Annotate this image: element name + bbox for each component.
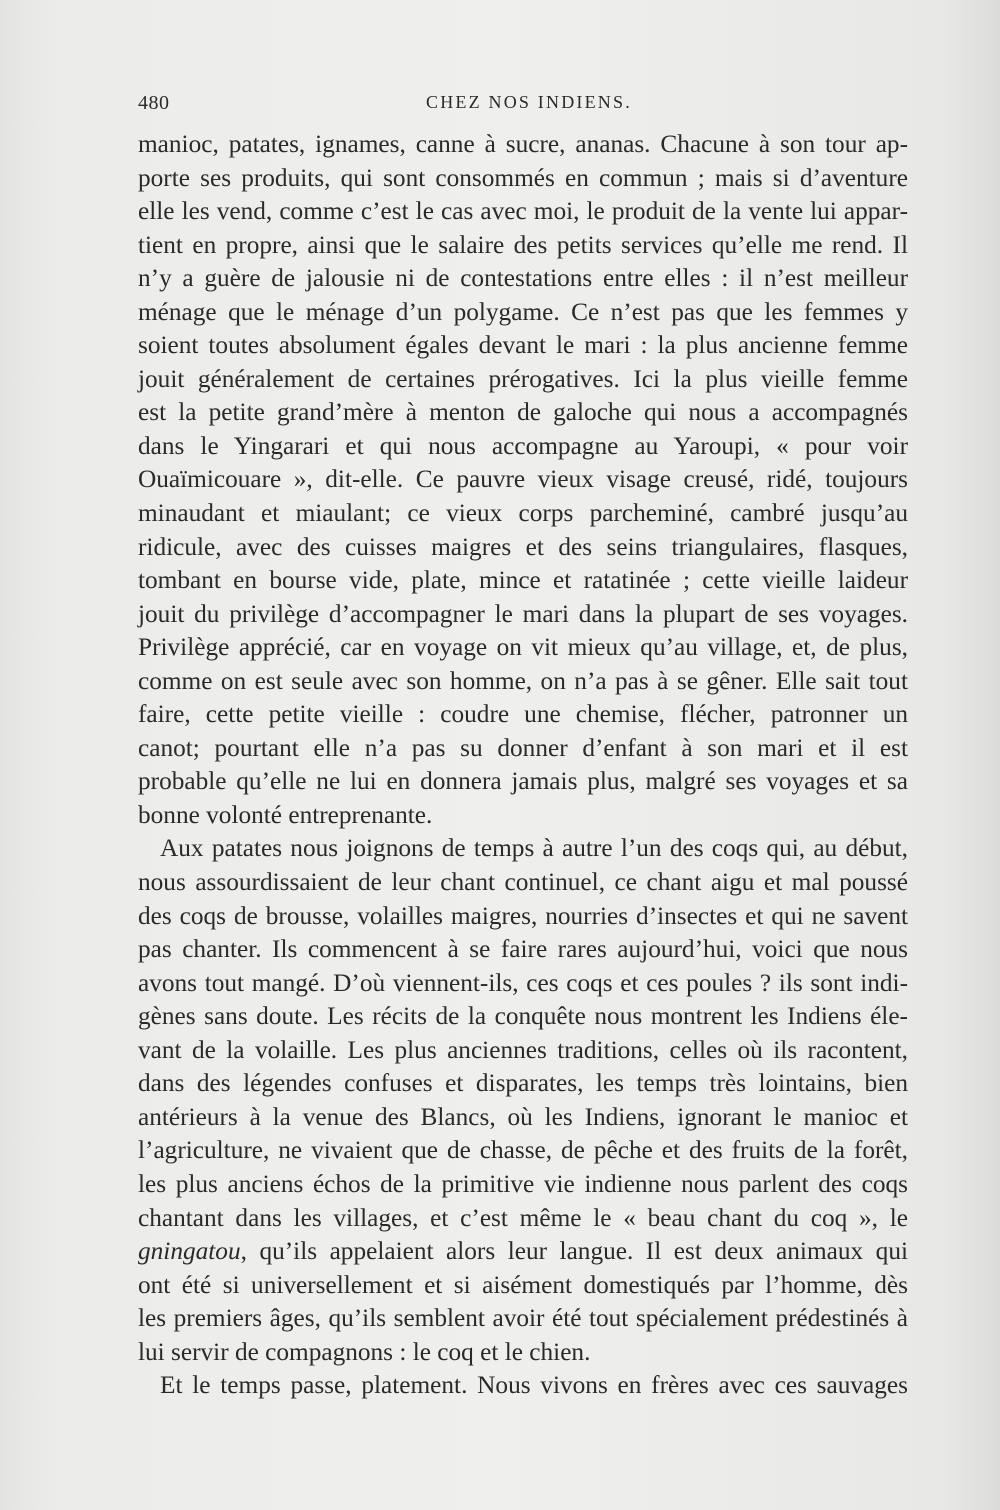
text-line: pas chanter. Ils commencent à se faire rares aujourd’hui, voici que nous: [138, 935, 908, 964]
text-line: jouit généralement de certaines prérogatives. Ici la plus vieille femme: [138, 364, 908, 393]
text-line: tombant en bourse vide, plate, mince et ratatinée ; cette vieille laideur: [138, 566, 908, 595]
text-line: canot; pourtant elle n’a pas su donner d’enfant à son mari et il est: [138, 733, 908, 762]
text-line: Privilège apprécié, car en voyage on vit mieux qu’au village, et, de plus,: [138, 633, 908, 662]
paragraph-2: [138, 832, 908, 1369]
text-line: nous assourdissaient de leur chant continuel, ce chant aigu et mal poussé: [138, 868, 908, 897]
text-line: les premiers âges, qu’ils semblent avoir été tout spécialement prédestinés à: [138, 1304, 908, 1333]
text-line: les plus anciens échos de la primitive vie indienne nous parlent des coqs: [138, 1169, 908, 1198]
text-line: porte ses produits, qui sont consommés en commun ; mais si d’aventure: [138, 163, 908, 192]
text-line: l’agriculture, ne vivaient que de chasse, de pêche et des fruits de la forêt,: [138, 1136, 908, 1165]
text-line: ridicule, avec des cuisses maigres et des seins triangulaires, flasques,: [138, 532, 908, 561]
text-line: jouit du privilège d’accompagner le mari dans la plupart de ses voyages.: [138, 599, 908, 628]
text-line: ménage que le ménage d’un polygame. Ce n’est pas que les femmes y: [138, 297, 908, 326]
body-text: [138, 128, 908, 1403]
text-line: Aux patates nous joignons de temps à autre l’un des coqs qui, au début,: [160, 834, 908, 863]
text-line: bonne volonté entreprenante.: [138, 800, 433, 829]
text-line: des coqs de brousse, volailles maigres, nourries d’insectes et qui ne savent: [138, 901, 908, 930]
text-line: n’y a guère de jalousie ni de contestations entre elles : il n’est meilleur: [138, 264, 908, 293]
running-title: CHEZ NOS INDIENS.: [426, 92, 632, 112]
page-header: [138, 92, 908, 122]
text-line: comme on est seule avec son homme, on n’a pas à se gêner. Elle sait tout: [138, 666, 908, 695]
text-line: soient toutes absolument égales devant le mari : la plus ancienne femme: [138, 331, 908, 360]
text-line: antérieurs à la venue des Blancs, où les Indiens, ignorant le manioc et: [138, 1102, 908, 1131]
text-line: ont été si universellement et si aisément domestiqués par l’homme, dès: [138, 1270, 908, 1299]
text-line: chantant dans les villages, et c’est même le « beau chant du coq », le: [138, 1203, 908, 1232]
text-line: Ouaïmicouare », dit-elle. Ce pauvre vieux visage creusé, ridé, toujours: [138, 465, 908, 494]
text-line: avons tout mangé. D’où viennent-ils, ces coqs et ces poules ? ils sont indi-: [138, 968, 908, 997]
text-line: lui servir de compagnons : le coq et le chien.: [138, 1337, 591, 1366]
text-line: vant de la volaille. Les plus anciennes traditions, celles où ils racontent,: [138, 1035, 908, 1064]
text-line: gènes sans doute. Les récits de la conquête nous montrent les Indiens éle-: [138, 1002, 908, 1031]
text-line: manioc, patates, ignames, canne à sucre, ananas. Chacune à son tour ap-: [138, 130, 908, 158]
text-line: Et le temps passe, platement. Nous vivons en frères avec ces sauvages: [160, 1371, 908, 1400]
text-line: gningatou, qu’ils appelaient alors leur langue. Il est deux animaux qui: [138, 1237, 908, 1266]
text-line: minaudant et miaulant; ce vieux corps parcheminé, cambré jusqu’au: [138, 499, 908, 528]
text-line: tient en propre, ainsi que le salaire des petits services qu’elle me rend. Il: [138, 230, 908, 259]
paragraph-3: [138, 1369, 908, 1403]
page-number: 480: [138, 92, 170, 114]
paragraph-1: [138, 128, 908, 832]
text-line: probable qu’elle ne lui en donnera jamais plus, malgré ses voyages et sa: [138, 767, 908, 796]
text-line: dans le Yingarari et qui nous accompagne au Yaroupi, « pour voir: [138, 431, 908, 460]
text-line: elle les vend, comme c’est le cas avec moi, le produit de la vente lui appar-: [138, 197, 908, 226]
text-line: faire, cette petite vieille : coudre une chemise, flécher, patronner un: [138, 700, 908, 729]
text-line: dans des légendes confuses et disparates, les temps très lointains, bien: [138, 1069, 908, 1098]
text-line: est la petite grand’mère à menton de galoche qui nous a accompagnés: [138, 398, 908, 427]
